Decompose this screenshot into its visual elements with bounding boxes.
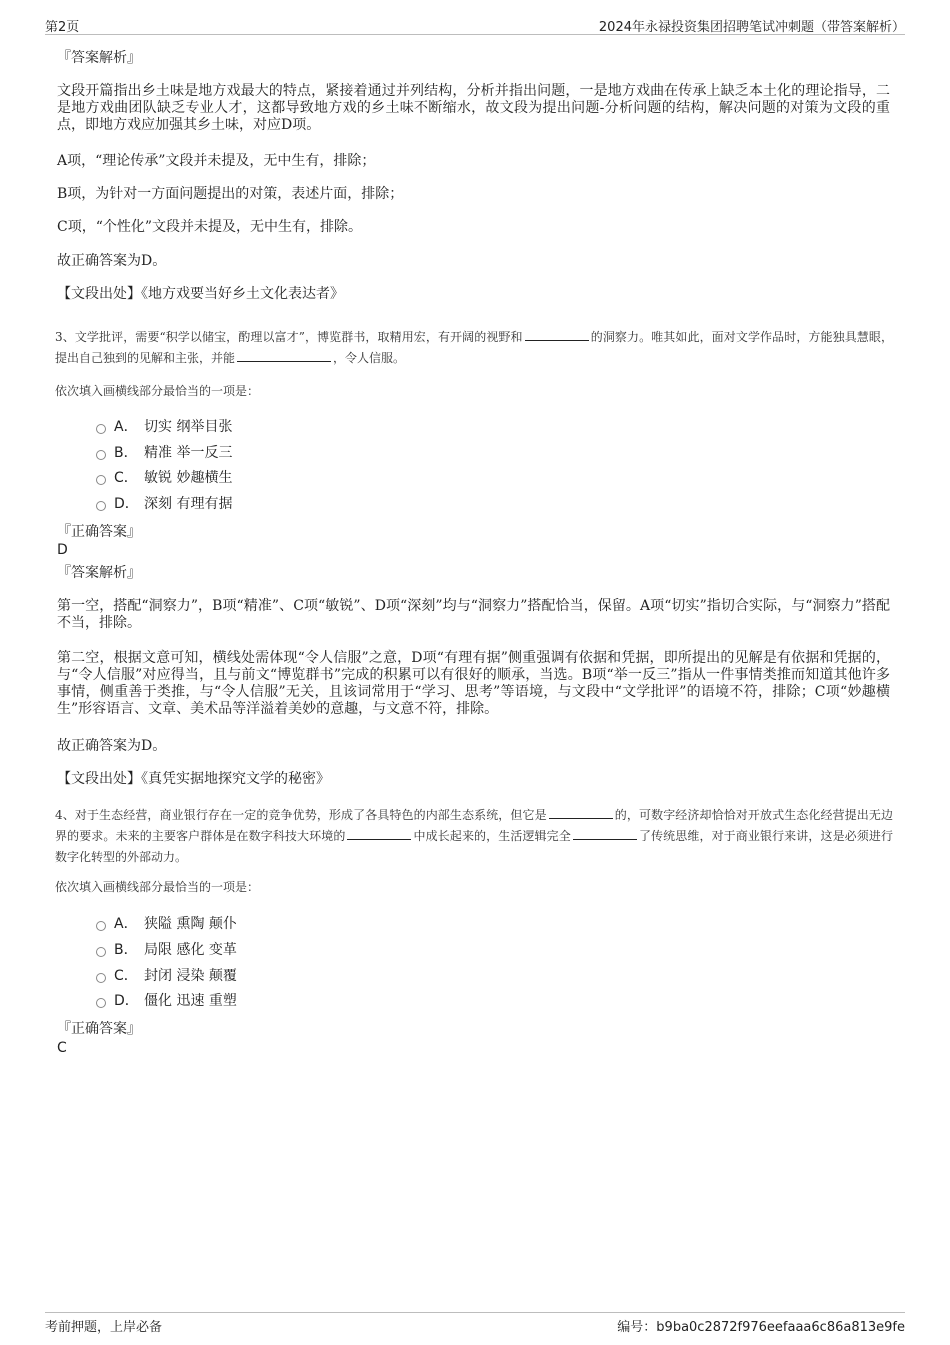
option-c[interactable]: C． 敏锐 妙趣横生 (96, 468, 232, 488)
analysis-paragraph: 故正确答案为D。 (57, 253, 167, 269)
page-footer (45, 1312, 905, 1335)
radio-icon[interactable] (96, 501, 106, 511)
source-citation: 【文段出处】《地方戏要当好乡土文化表达者》 (57, 286, 344, 302)
fill-blank (347, 827, 411, 840)
analysis-paragraph: B项，为针对一方面问题提出的对策，表述片面，排除； (57, 186, 404, 202)
radio-icon[interactable] (96, 450, 106, 460)
option-b[interactable]: B． 精准 举一反三 (96, 443, 232, 463)
question-instruction: 依次填入画横线部分最恰当的一项是： (55, 384, 260, 398)
option-a[interactable]: A． 切实 纲举目张 (96, 417, 232, 437)
page-number: 第2页 (45, 20, 80, 35)
source-citation: 【文段出处】《真凭实据地探究文学的秘密》 (57, 771, 330, 787)
correct-answer-label: 『正确答案』 (57, 524, 141, 540)
option-d[interactable]: D． 僵化 迅速 重塑 (96, 991, 237, 1011)
analysis-label: 『答案解析』 (57, 565, 141, 581)
option-b[interactable]: B． 局限 感化 变革 (96, 940, 237, 960)
analysis-paragraph: 第二空，根据文意可知，横线处需体现“令人信服”之意，D项“有理有据”侧重强调有依据和凭据，即所提出的见解是有依据和凭据的，与“令人信服”对应得当，且与前文“博览群书”完成的积累可以有很好的顺承，当选。B项“举一反三”指从一件事情类推而知道其他许多事情，侧重善于类推，与“令人信服”无关，且该词常用于“学习、思考”等语境，与文段中“文学批评”的语境不符，排除；C项“妙趣横生”形容语言、文章、美术品等洋溢着美妙的意趣，与文意不符，排除。 (57, 650, 890, 717)
option-d[interactable]: D． 深刻 有理有据 (96, 494, 232, 514)
radio-icon[interactable] (96, 475, 106, 485)
analysis-paragraph: 故正确答案为D。 (57, 738, 167, 754)
analysis-paragraph: C项，“个性化”文段并未提及，无中生有，排除。 (57, 219, 363, 235)
document-title: 2024年永禄投资集团招聘笔试冲刺题（带答案解析） (598, 20, 905, 35)
footer-slogan: 考前押题，上岸必备 (45, 1320, 163, 1335)
radio-icon[interactable] (96, 973, 106, 983)
fill-blank (549, 806, 613, 819)
option-c[interactable]: C． 封闭 浸染 颠覆 (96, 966, 237, 986)
correct-answer-label: 『正确答案』 (57, 1021, 141, 1037)
radio-icon[interactable] (96, 424, 106, 434)
radio-icon[interactable] (96, 998, 106, 1008)
analysis-paragraph: A项，“理论传承”文段并未提及，无中生有，排除； (57, 153, 376, 169)
correct-answer: D (57, 542, 68, 558)
fill-blank (573, 827, 637, 840)
analysis-paragraph: 文段开篇指出乡土味是地方戏最大的特点，紧接着通过并列结构，分析并指出问题，一是地方戏曲在传承上缺乏本土化的理论指导，二是地方戏曲团队缺乏专业人才，这都导致地方戏的乡土味不断缩水，故文段为提出问题-分析问题的结构，解决问题的对策为文段的重点，即地方戏应加强其乡土味，对应D项。 (57, 83, 890, 133)
analysis-paragraph: 第一空，搭配“洞察力”，B项“精准”、C项“敏锐”、D项“深刻”均与“洞察力”搭配恰当，保留。A项“切实”指切合实际，与“洞察力”搭配不当，排除。 (57, 598, 890, 631)
fill-blank (237, 349, 331, 362)
radio-icon[interactable] (96, 947, 106, 957)
question-instruction: 依次填入画横线部分最恰当的一项是： (55, 880, 260, 894)
fill-blank (525, 328, 589, 341)
document-code: 编号：b9ba0c2872f976eefaaa6c86a813e9fe (617, 1320, 905, 1335)
correct-answer: C (57, 1040, 67, 1056)
radio-icon[interactable] (96, 921, 106, 931)
question-stem: 3、文学批评，需要“积学以储宝，酌理以富才”，博览群书，取精用宏，有开阔的视野和 的洞察力。唯其如此，面对文学作品时，方能独具慧眼，提出自己独到的见解和主张，并能 ，令人信服。 (55, 330, 893, 365)
analysis-label: 『答案解析』 (57, 50, 141, 66)
option-a[interactable]: A． 狭隘 熏陶 颠仆 (96, 914, 237, 934)
page-header (45, 14, 905, 35)
question-stem: 4、对于生态经营，商业银行存在一定的竞争优势，形成了各具特色的内部生态系统，但它是 的，可数字经济却恰恰对开放式生态化经营提出无边界的要求。未来的主要客户群体是在数字科技大环境的 中成长起来的，生活逻辑完全 了传统思维，对于商业银行来讲，这是必须进行数字化转型的外部动力。 (55, 808, 893, 864)
